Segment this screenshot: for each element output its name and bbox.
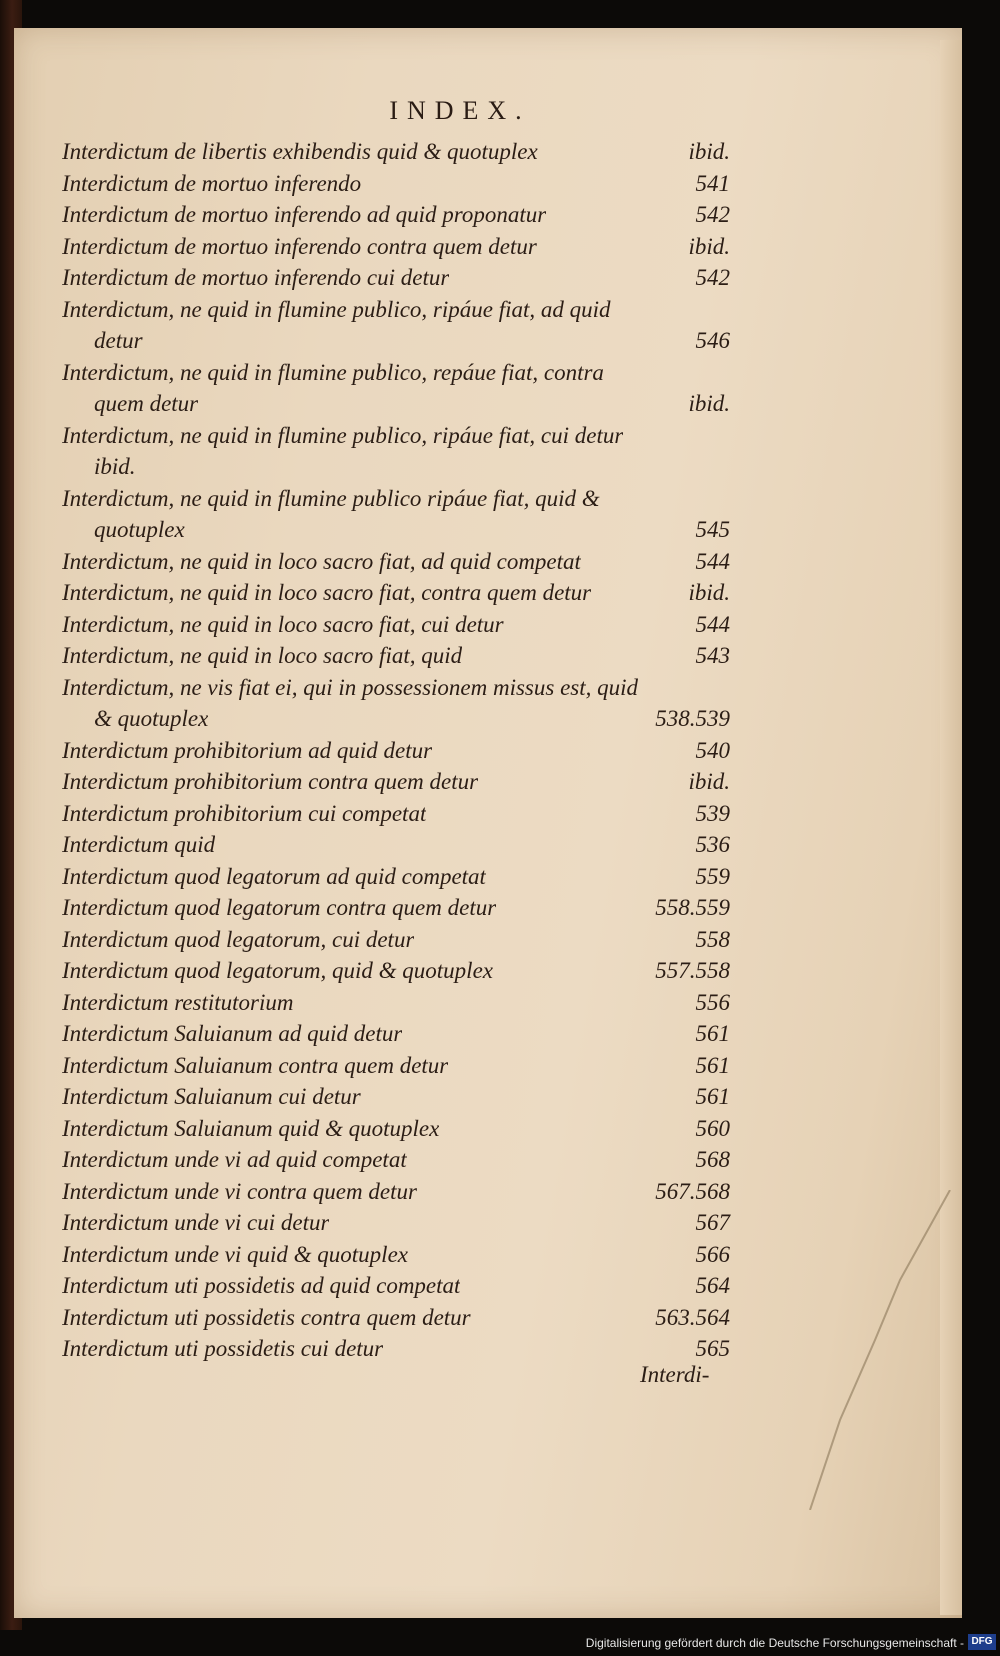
index-entry	[62, 609, 730, 641]
index-entry-text: quotuplex	[94, 517, 185, 542]
index-entry-text: Interdictum, ne quid in flumine publico, ripáue fiat, ad quid	[62, 296, 611, 322]
digitization-credit: Digitalisierung gefördert durch die Deutsche Forschungsgemeinschaft -	[585, 1636, 964, 1650]
index-entry-page: 543	[695, 643, 730, 668]
index-entry-page	[720, 483, 730, 515]
index-entry-text: Interdictum de mortuo inferendo cui detur	[62, 265, 450, 290]
dfg-logo: DFG	[968, 1634, 996, 1650]
index-entry	[62, 672, 730, 704]
index-entry	[62, 262, 730, 294]
index-entry-text: Interdictum unde vi quid & quotuplex	[62, 1241, 408, 1267]
index-entry	[62, 1018, 730, 1050]
index-entry-page: 561	[695, 1021, 730, 1046]
index-entry-page: 538.539	[655, 706, 730, 731]
index-entry-text: Interdictum Saluianum quid & quotuplex	[62, 1115, 440, 1141]
index-entry-text: ibid.	[94, 454, 136, 479]
index-entry-page: 539	[695, 800, 730, 826]
index-entry-page	[720, 420, 730, 452]
index-entry	[62, 294, 730, 326]
index-entry-text: Interdictum quod legatorum contra quem detur	[62, 895, 497, 920]
index-entry-text: Interdictum quod legatorum, cui detur	[62, 926, 415, 952]
index-entry-text: Interdictum prohibitorium cui competat	[62, 800, 427, 826]
index-entry-page: 567.568	[655, 1178, 730, 1204]
index-entry-page: 563.564	[655, 1304, 730, 1330]
index-entry-page	[720, 672, 730, 704]
index-entry-text: Interdictum restitutorium	[62, 989, 294, 1015]
index-entry-page: 567	[695, 1210, 730, 1235]
index-entry	[62, 420, 730, 452]
index-entry-page: 559	[695, 863, 730, 889]
index-entry	[62, 861, 730, 893]
index-entry-text: Interdictum prohibitorium contra quem detur	[62, 769, 479, 794]
index-entry-page: ibid.	[688, 391, 730, 416]
index-entry-page	[720, 451, 730, 483]
index-entry	[62, 640, 730, 672]
index-entry-page: ibid.	[688, 139, 730, 164]
index-entry	[62, 1113, 730, 1145]
index-entry-page: 560	[695, 1115, 730, 1141]
index-entry-text: Interdictum de mortuo inferendo contra quem detur	[62, 233, 537, 259]
index-entry	[62, 1207, 730, 1239]
index-entry-page: 546	[695, 328, 730, 353]
index-entry-text: Interdictum quod legatorum ad quid competat	[62, 863, 486, 889]
index-entry	[62, 357, 730, 389]
index-entry-text: Interdictum de libertis exhibendis quid & quotuplex	[62, 139, 538, 164]
index-entry	[62, 829, 730, 861]
index-entry	[62, 136, 730, 168]
index-entry-text: Interdictum uti possidetis contra quem detur	[62, 1304, 471, 1330]
index-entry-text: Interdictum quid	[62, 832, 216, 857]
index-entry-page: 561	[695, 1084, 730, 1109]
index-entry-text: Interdictum, ne quid in flumine publico, ripáue fiat, cui detur	[62, 422, 624, 448]
index-entry	[62, 892, 730, 924]
index-entry	[62, 1239, 730, 1271]
index-entry	[62, 199, 730, 231]
index-entry-page: 558.559	[655, 895, 730, 920]
index-entry-text: Interdictum unde vi ad quid competat	[62, 1147, 407, 1172]
index-entry-page: 544	[695, 611, 730, 637]
index-entry-page: 561	[695, 1052, 730, 1078]
index-entry-page: 558	[695, 926, 730, 952]
index-entry-page: 557.558	[655, 958, 730, 983]
index-entry-page: 556	[695, 989, 730, 1015]
index-entry	[62, 483, 730, 515]
index-entry-text: Interdictum prohibitorium ad quid detur	[62, 737, 433, 763]
index-entry	[62, 1144, 730, 1176]
index-entry	[62, 1081, 730, 1113]
index-entry-text: & quotuplex	[94, 706, 209, 731]
index-entry-page: 566	[695, 1241, 730, 1267]
index-entry-text: Interdictum de mortuo inferendo	[62, 170, 362, 196]
index-entry	[62, 168, 730, 200]
index-entry-text: Interdictum quod legatorum, quid & quotuplex	[62, 958, 493, 983]
index-entry-page: 541	[695, 170, 730, 196]
index-entry-text: quem detur	[94, 391, 199, 416]
index-entry	[62, 766, 730, 798]
index-entry	[62, 451, 730, 483]
index-entry-text: Interdictum unde vi cui detur	[62, 1210, 330, 1235]
index-entry	[62, 546, 730, 578]
index-entry-page	[720, 294, 730, 326]
index-entry-page: 542	[695, 265, 730, 290]
index-entry	[62, 1302, 730, 1334]
index-entry-page: 542	[695, 202, 730, 227]
index-entry-text: Interdictum de mortuo inferendo ad quid proponatur	[62, 202, 547, 227]
index-entry	[62, 514, 730, 546]
index-entry	[62, 798, 730, 830]
index-entry	[62, 388, 730, 420]
index-entry-text: Interdictum, ne quid in loco sacro fiat, quid	[62, 643, 463, 668]
index-entry	[62, 1050, 730, 1082]
running-head: INDEX.	[389, 96, 531, 125]
index-entry	[62, 577, 730, 609]
index-entry-text: Interdictum, ne quid in loco sacro fiat, contra quem detur	[62, 580, 592, 605]
index-entry	[62, 1270, 730, 1302]
index-entry-page: ibid.	[688, 769, 730, 794]
index-entry-page: ibid.	[688, 233, 730, 259]
index-entry-text: Interdictum unde vi contra quem detur	[62, 1178, 417, 1204]
index-entry	[62, 1333, 730, 1365]
index-entry	[62, 924, 730, 956]
index-entry-page: 536	[695, 832, 730, 857]
index-entry-text: detur	[94, 328, 143, 353]
index-entry-text: Interdictum, ne quid in flumine publico, repáue fiat, contra	[62, 359, 604, 385]
index-entry	[62, 1176, 730, 1208]
index-entry-page: 565	[695, 1336, 730, 1361]
catchword: Interdi-	[640, 1362, 710, 1387]
index-entry-page	[720, 357, 730, 389]
index-entry	[62, 703, 730, 735]
index-entry-page: 545	[695, 517, 730, 542]
index-entry-text: Interdictum, ne quid in flumine publico ripáue fiat, quid &	[62, 485, 600, 511]
index-entry	[62, 735, 730, 767]
index-entry-text: Interdictum, ne quid in loco sacro fiat, ad quid competat	[62, 548, 581, 574]
index-entry-text: Interdictum uti possidetis ad quid competat	[62, 1273, 461, 1298]
index-entry-page: ibid.	[688, 580, 730, 605]
index-entry	[62, 955, 730, 987]
index-entry-text: Interdictum, ne quid in loco sacro fiat, cui detur	[62, 611, 504, 637]
index-entry-text: Interdictum uti possidetis cui detur	[62, 1336, 384, 1361]
index-entry	[62, 325, 730, 357]
page-tear-line	[780, 1190, 960, 1510]
index-entry	[62, 231, 730, 263]
index-entries	[62, 136, 730, 1365]
index-entry-page: 568	[695, 1147, 730, 1172]
index-entry-page: 544	[695, 548, 730, 574]
index-entry-page: 564	[695, 1273, 730, 1298]
index-entry	[62, 987, 730, 1019]
index-entry-text: Interdictum, ne vis fiat ei, qui in possessionem missus est, quid	[62, 674, 639, 700]
index-entry-text: Interdictum Saluianum ad quid detur	[62, 1021, 403, 1046]
index-entry-page: 540	[695, 737, 730, 763]
index-entry-text: Interdictum Saluianum contra quem detur	[62, 1052, 449, 1078]
index-entry-text: Interdictum Saluianum cui detur	[62, 1084, 361, 1109]
